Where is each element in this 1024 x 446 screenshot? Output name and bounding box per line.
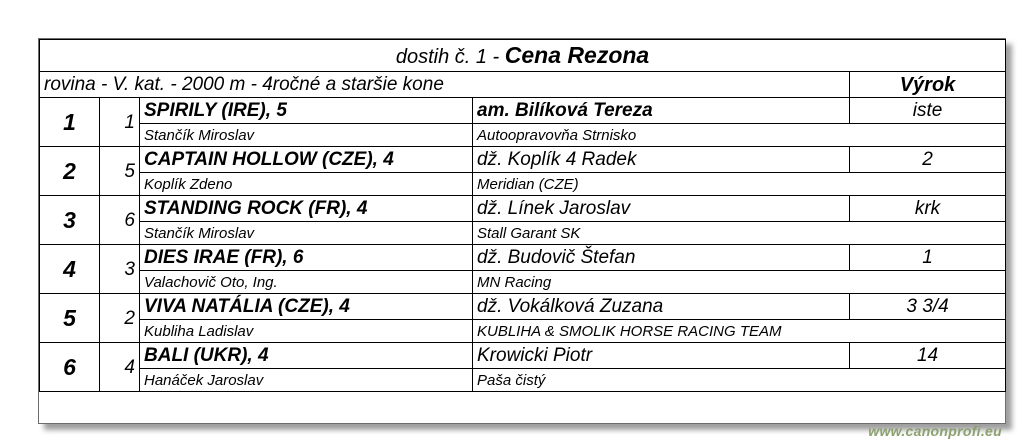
horse-number: 2	[100, 294, 140, 343]
horse-number: 4	[100, 343, 140, 392]
watermark: www.canonprofi.eu	[868, 423, 1002, 439]
race-conditions: rovina - V. kat. - 2000 m - 4ročné a staršie kone	[40, 72, 850, 98]
owner-name: Paša čistý	[473, 369, 1006, 392]
trainer-name: Hanáček Jaroslav	[140, 369, 473, 392]
trainer-name: Koplík Zdeno	[140, 173, 473, 196]
trainer-name: Valachovič Oto, Ing.	[140, 271, 473, 294]
trainer-name: Kubliha Ladislav	[140, 320, 473, 343]
verdict: krk	[850, 196, 1006, 222]
rider-name: dž. Koplík 4 Radek	[473, 147, 850, 173]
owner-name: KUBLIHA & SMOLIK HORSE RACING TEAM	[473, 320, 1006, 343]
horse-number: 3	[100, 245, 140, 294]
race-title	[40, 40, 1006, 72]
horse-name: CAPTAIN HOLLOW (CZE), 4	[140, 147, 473, 173]
rider-name: dž. Línek Jaroslav	[473, 196, 850, 222]
horse-name: SPIRILY (IRE), 5	[140, 98, 473, 124]
result-detail-row	[40, 173, 1006, 196]
verdict: 1	[850, 245, 1006, 271]
horse-name: BALI (UKR), 4	[140, 343, 473, 369]
horse-number: 1	[100, 98, 140, 147]
place: 4	[40, 245, 100, 294]
place: 5	[40, 294, 100, 343]
race-name: Cena Rezona	[504, 42, 650, 68]
rider-name: dž. Vokálková Zuzana	[473, 294, 850, 320]
race-title-prefix: dostih č. 1 -	[395, 46, 500, 68]
rider-name: Krowicki Piotr	[473, 343, 850, 369]
race-title-row	[40, 40, 1006, 72]
owner-name: Stall Garant SK	[473, 222, 1006, 245]
result-detail-row	[40, 124, 1006, 147]
place: 2	[40, 147, 100, 196]
horse-name: STANDING ROCK (FR), 4	[140, 196, 473, 222]
result-detail-row	[40, 222, 1006, 245]
owner-name: Meridian (CZE)	[473, 173, 1006, 196]
owner-name: MN Racing	[473, 271, 1006, 294]
result-row	[40, 343, 1006, 369]
result-row	[40, 98, 1006, 124]
results-table	[39, 39, 1006, 392]
verdict: iste	[850, 98, 1006, 124]
result-row	[40, 196, 1006, 222]
horse-name: DIES IRAE (FR), 6	[140, 245, 473, 271]
result-row	[40, 294, 1006, 320]
rider-name: am. Bilíková Tereza	[473, 98, 850, 124]
owner-name: Autoopravovňa Strnisko	[473, 124, 1006, 147]
verdict-header: Výrok	[850, 72, 1006, 98]
results-sheet	[38, 38, 1006, 424]
result-row	[40, 147, 1006, 173]
result-detail-row	[40, 320, 1006, 343]
horse-number: 6	[100, 196, 140, 245]
result-detail-row	[40, 369, 1006, 392]
trainer-name: Stančík Miroslav	[140, 124, 473, 147]
place: 1	[40, 98, 100, 147]
horse-number: 5	[100, 147, 140, 196]
place: 3	[40, 196, 100, 245]
race-conditions-row	[40, 72, 1006, 98]
verdict: 3 3/4	[850, 294, 1006, 320]
verdict: 2	[850, 147, 1006, 173]
result-detail-row	[40, 271, 1006, 294]
place: 6	[40, 343, 100, 392]
trainer-name: Stančík Miroslav	[140, 222, 473, 245]
rider-name: dž. Budovič Štefan	[473, 245, 850, 271]
horse-name: VIVA NATÁLIA (CZE), 4	[140, 294, 473, 320]
result-row	[40, 245, 1006, 271]
verdict: 14	[850, 343, 1006, 369]
